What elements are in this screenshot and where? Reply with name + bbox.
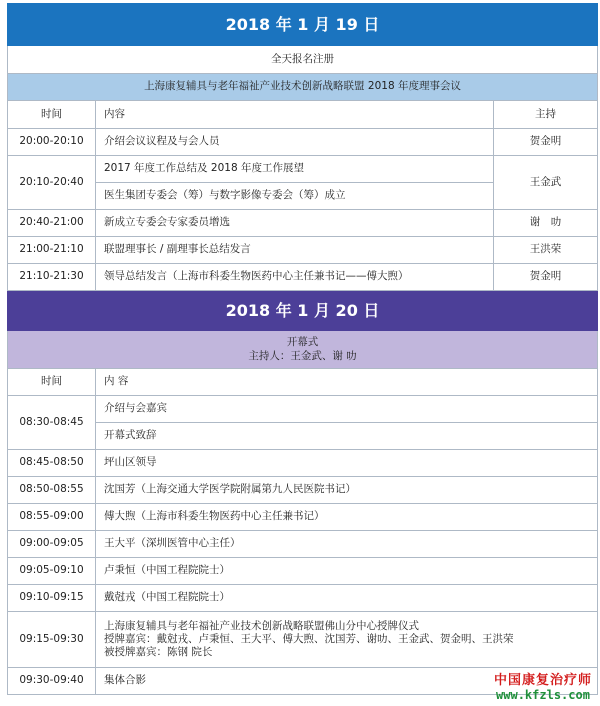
row-content: 2017 年度工作总结及 2018 年度工作展望 — [96, 156, 494, 183]
row-time: 21:00-21:10 — [8, 237, 96, 264]
watermark-name: 中国康复治疗师 — [493, 673, 592, 688]
table-row — [8, 450, 598, 477]
row-host: 王洪荣 — [494, 237, 598, 264]
row-content: 卢秉恒（中国工程院院士） — [96, 558, 598, 585]
table-row — [8, 129, 598, 156]
row-content: 介绍与会嘉宾 — [96, 396, 598, 423]
day1-title: 2018 年 1 月 19 日 — [8, 4, 598, 46]
day2-column-headers — [8, 369, 598, 396]
table-row — [8, 396, 598, 423]
row-content: 介绍会议议程及与会人员 — [96, 129, 494, 156]
row-time: 21:10-21:30 — [8, 264, 96, 291]
watermark-url: www.kfzls.com — [496, 688, 590, 702]
row-host: 王金武 — [494, 156, 598, 210]
row-time: 09:15-09:30 — [8, 612, 96, 668]
row-content: 开幕式致辞 — [96, 423, 598, 450]
row-content: 联盟理事长 / 副理事长总结发言 — [96, 237, 494, 264]
day2-header-row — [8, 291, 598, 331]
row-time: 09:05-09:10 — [8, 558, 96, 585]
opening-hosts: 主持人：王金武、谢 叻 — [248, 349, 357, 362]
table-row — [8, 558, 598, 585]
table-row — [8, 612, 598, 668]
row-content: 领导总结发言（上海市科委生物医药中心主任兼书记——傅大煦） — [96, 264, 494, 291]
header-time: 时间 — [8, 101, 96, 129]
row-time: 09:30-09:40 — [8, 668, 96, 695]
row-time: 08:45-08:50 — [8, 450, 96, 477]
row-content: 沈国芳（上海交通大学医学院附属第九人民医院书记） — [96, 477, 598, 504]
table-row — [8, 237, 598, 264]
row-time: 08:55-09:00 — [8, 504, 96, 531]
table-row — [8, 156, 598, 183]
day2-title: 2018 年 1 月 20 日 — [8, 291, 598, 331]
table-row — [8, 477, 598, 504]
row-content: 新成立专委会专家委员增选 — [96, 210, 494, 237]
header-host: 主持 — [494, 101, 598, 129]
header-content: 内容 — [96, 101, 494, 129]
row-time: 09:10-09:15 — [8, 585, 96, 612]
row-content: 王大平（深圳医管中心主任） — [96, 531, 598, 558]
table-row — [8, 423, 598, 450]
row-content: 医生集团专委会（筹）与数字影像专委会（筹）成立 — [96, 183, 494, 210]
row-time: 20:10-20:40 — [8, 156, 96, 210]
watermark — [494, 669, 592, 702]
opening-title: 开幕式 — [286, 336, 319, 349]
registration-label: 全天报名注册 — [8, 46, 598, 74]
row-time: 08:30-08:45 — [8, 396, 96, 450]
day1-header-row — [8, 4, 598, 46]
ceremony-recipient: 被授牌嘉宾：陈钢 院长 — [104, 646, 213, 659]
row-host: 贺金明 — [494, 264, 598, 291]
header-content: 内 容 — [96, 369, 598, 396]
row-time: 20:00-20:10 — [8, 129, 96, 156]
row-content — [96, 612, 598, 668]
row-content: 集体合影 — [96, 668, 598, 695]
table-row — [8, 531, 598, 558]
row-host: 谢 叻 — [494, 210, 598, 237]
row-content: 坪山区领导 — [96, 450, 598, 477]
row-time: 20:40-21:00 — [8, 210, 96, 237]
table-row — [8, 210, 598, 237]
row-host: 贺金明 — [494, 129, 598, 156]
table-row — [8, 504, 598, 531]
opening-block — [8, 331, 598, 369]
table-row — [8, 264, 598, 291]
meeting-title: 上海康复辅具与老年福祉产业技术创新战略联盟 2018 年度理事会议 — [8, 74, 598, 101]
table-row — [8, 585, 598, 612]
day2-opening-row — [8, 331, 598, 369]
day1-registration-row — [8, 46, 598, 74]
row-time: 08:50-08:55 — [8, 477, 96, 504]
day1-meeting-row — [8, 74, 598, 101]
header-time: 时间 — [8, 369, 96, 396]
row-content: 傅大煦（上海市科委生物医药中心主任兼书记） — [96, 504, 598, 531]
day1-column-headers — [8, 101, 598, 129]
row-time: 09:00-09:05 — [8, 531, 96, 558]
agenda-table — [7, 3, 598, 695]
row-content: 戴尅戎（中国工程院院士） — [96, 585, 598, 612]
ceremony-guests: 授牌嘉宾：戴尅戎、卢秉恒、王大平、傅大煦、沈国芳、谢叻、王金武、贺金明、王洪荣 — [104, 632, 514, 645]
ceremony-title: 上海康复辅具与老年福祉产业技术创新战略联盟佛山分中心授牌仪式 — [104, 619, 419, 632]
